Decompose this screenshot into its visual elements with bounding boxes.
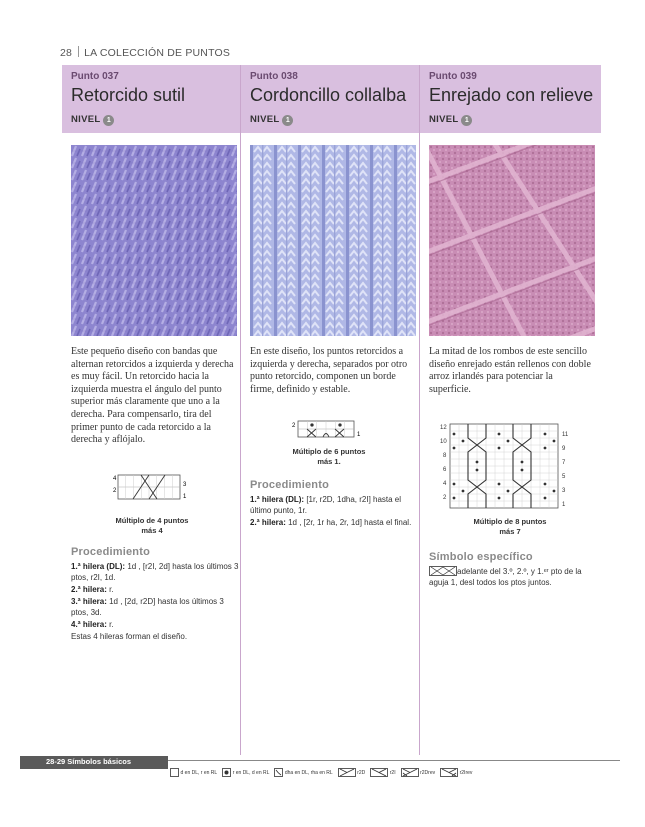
- legend-item: [170, 768, 217, 777]
- legend-label: r2I: [389, 769, 396, 776]
- cross-left-purl-icon: [440, 768, 458, 777]
- step-label: 1.ª hilera (DL):: [250, 495, 305, 504]
- chart-caption-line: Múltiplo de 6 puntos: [292, 447, 366, 456]
- dot-square-icon: [222, 768, 231, 777]
- legend-item: [370, 768, 395, 777]
- procedure-title: Procedimiento: [250, 479, 330, 491]
- stitch-name: Enrejado con relieve: [429, 85, 594, 105]
- stitch-number: Punto 037: [71, 71, 119, 82]
- step-label: 2.ª hilera:: [71, 584, 107, 594]
- level-icon: 1: [282, 115, 293, 126]
- legend-item: [440, 768, 472, 777]
- row-number: 8: [443, 453, 447, 459]
- row-number: 5: [562, 474, 566, 480]
- row-number: 2: [113, 488, 117, 494]
- cross-right-icon: [338, 768, 356, 777]
- step: [71, 597, 239, 618]
- step-text: 1d , [r2I, 2d] hasta los últimos 3 ptos, r2I, 1d.: [71, 562, 239, 582]
- step: [71, 585, 239, 596]
- row-number: 4: [443, 481, 447, 487]
- level-icon: 1: [461, 115, 472, 126]
- row-number: 9: [562, 446, 566, 452]
- step-text: 1d , [2r, 1r ha, 2r, 1d] hasta el final.: [288, 517, 412, 527]
- level-label: NIVEL: [250, 114, 280, 125]
- legend-label: dha en DL, rha en RL: [284, 769, 333, 776]
- step: [250, 495, 418, 516]
- page-number: 28: [60, 47, 73, 59]
- row-number: 11: [562, 432, 569, 438]
- chart-caption: [92, 516, 212, 535]
- cross-right-purl-icon: [401, 768, 419, 777]
- stitch-chart: [108, 472, 190, 502]
- legend-label: r2Drev: [420, 769, 436, 776]
- step-text: r.: [109, 584, 114, 594]
- level: [250, 114, 293, 126]
- procedure-steps: [250, 495, 418, 530]
- chart-caption: [450, 517, 570, 536]
- stitch-chart: [424, 420, 594, 512]
- stitch-description: Este pequeño diseño con bandas que alternan retorcidos a izquierda y derecha es muy fácil. Un retorcido hacia la izquierda muestra el ángulo del punto superior más claramente que uno a la derecha. Para compensarlo, tira del primer punto de cada retorcido a la derecha y aflójalo.: [71, 346, 234, 446]
- step-text: r.: [109, 619, 114, 629]
- legend-item: [338, 768, 366, 777]
- chart-caption-line: más 7: [499, 526, 521, 536]
- row-number: 1: [183, 494, 187, 500]
- cross-left-icon: [370, 768, 388, 777]
- step-label: 4.ª hilera:: [71, 619, 107, 629]
- step: [71, 562, 239, 583]
- procedure-title: Procedimiento: [71, 546, 151, 558]
- row-number: 2: [292, 423, 296, 429]
- stitch-column-038: [241, 65, 419, 755]
- stitch-description: La mitad de los rombos de este sencillo diseño enrejado están rellenos con doble arroz irlandés para potenciar la superficie.: [429, 346, 591, 395]
- row-number: 7: [562, 460, 566, 466]
- row-number: 6: [443, 467, 447, 473]
- divider: [78, 46, 79, 57]
- empty-square-icon: [170, 768, 179, 777]
- level-icon: 1: [103, 115, 114, 126]
- step: [71, 620, 239, 631]
- stitch-number: Punto 038: [250, 71, 298, 82]
- step-label: 3.ª hilera:: [71, 596, 107, 606]
- stitch-number: Punto 039: [429, 71, 477, 82]
- row-number: 12: [440, 425, 447, 431]
- row-number: 1: [357, 432, 361, 438]
- chart-caption-line: Múltiplo de 8 puntos: [473, 517, 547, 526]
- legend-item: [274, 768, 332, 777]
- step-text: [1r, r2D, 1dha, r2I] hasta el último punto, 1r.: [250, 495, 402, 515]
- stitch-chart: [288, 418, 366, 440]
- chart-caption-line: más 1.: [317, 456, 341, 466]
- stitch-column-037: [62, 65, 240, 755]
- level: [429, 114, 472, 126]
- twist-square-icon: [274, 768, 283, 777]
- closing-note: Estas 4 hileras forman el diseño.: [71, 631, 188, 641]
- procedure-steps: [71, 562, 239, 644]
- level-label: NIVEL: [429, 114, 459, 125]
- knit-swatch-photo: [250, 145, 416, 336]
- footer-tab: 28-29 Símbolos básicos: [20, 756, 168, 769]
- knit-swatch-photo: [429, 145, 595, 336]
- symbol-text: adelante del 3.º, 2.º, y 1.ᵉʳ pto de la aguja 1, desl todos los ptos juntos.: [429, 567, 582, 587]
- section-title: LA COLECCIÓN DE PUNTOS: [84, 47, 231, 59]
- chart-caption-line: Múltiplo de 4 puntos: [115, 516, 189, 525]
- symbol-legend: [170, 768, 477, 777]
- step-label: 1.ª hilera (DL):: [71, 562, 126, 571]
- legend-label: d en DL, r en RL: [180, 769, 218, 776]
- stitch-description: En este diseño, los puntos retorcidos a izquierda y derecha, separados por otro punto retorcido, componen un borde firme, definido y estable.: [250, 346, 408, 395]
- chart-caption: [269, 447, 389, 466]
- row-number: 3: [562, 488, 566, 494]
- step-text: 1d , [2d, r2D] hasta los últimos 3 ptos, 3d.: [71, 596, 224, 617]
- stitch-name: Retorcido sutil: [71, 85, 186, 105]
- cross-3-3-icon: [429, 566, 457, 576]
- running-head: [60, 46, 230, 59]
- legend-item: [222, 768, 269, 777]
- legend-label: r en DL, d en RL: [232, 769, 270, 776]
- row-number: 2: [443, 495, 447, 501]
- level-label: NIVEL: [71, 114, 101, 125]
- knit-swatch-photo: [71, 145, 237, 336]
- row-number: 4: [113, 476, 117, 482]
- legend-label: r2D: [357, 769, 366, 776]
- row-number: 3: [183, 482, 187, 488]
- stitch-name: Cordoncillo collalba: [250, 85, 407, 105]
- symbol-definition: [429, 566, 597, 588]
- step: [250, 518, 418, 529]
- row-number: 1: [562, 502, 566, 508]
- symbol-title: Símbolo específico: [429, 551, 533, 563]
- legend-label: r2Irev: [459, 769, 473, 776]
- row-number: 10: [440, 439, 447, 445]
- step-label: 2.ª hilera:: [250, 517, 286, 527]
- stitch-column-039: [420, 65, 598, 755]
- level: [71, 114, 114, 126]
- chart-caption-line: más 4: [141, 525, 163, 535]
- legend-item: [401, 768, 436, 777]
